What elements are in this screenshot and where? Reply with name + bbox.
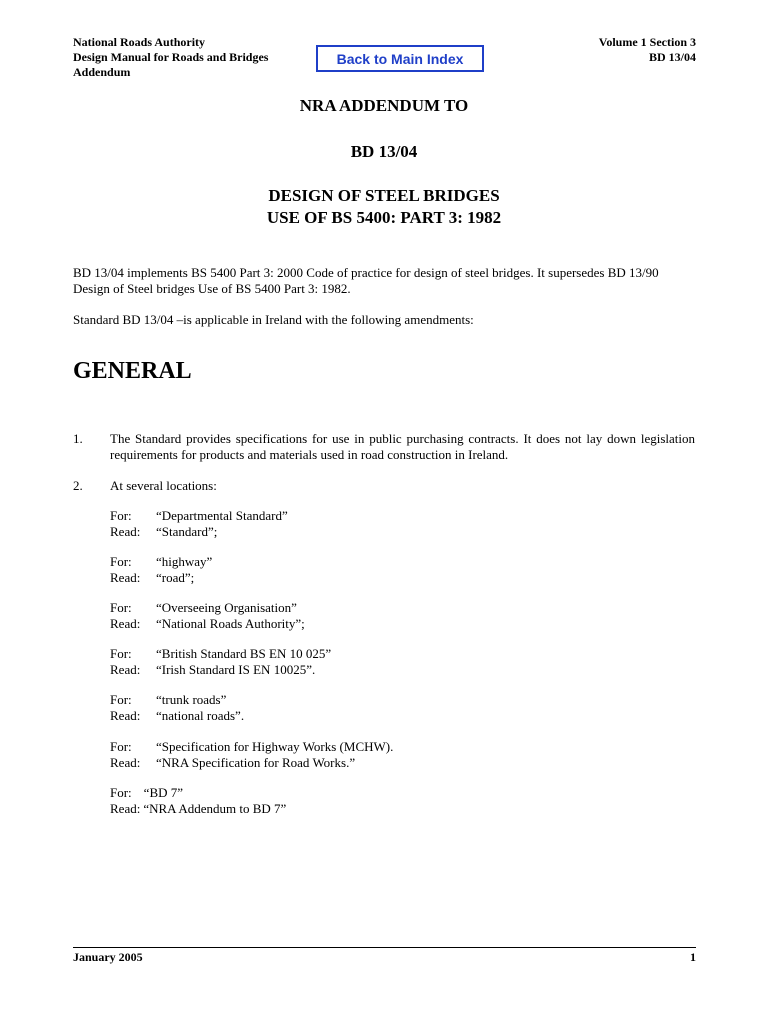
header-right bbox=[599, 35, 696, 65]
title-subject-line1: DESIGN OF STEEL BRIDGES bbox=[268, 186, 500, 205]
title-addendum: NRA ADDENDUM TO bbox=[299, 96, 469, 115]
read-label: Read: bbox=[110, 616, 141, 631]
footer-date: January 2005 bbox=[73, 950, 143, 964]
for-label: For: bbox=[110, 785, 132, 800]
for-text: “BD 7” bbox=[143, 785, 184, 800]
header-volume-section: Volume 1 Section 3 bbox=[598, 35, 696, 49]
header-org: National Roads Authority bbox=[73, 35, 206, 49]
title-subject bbox=[0, 185, 768, 229]
replacement-pair bbox=[110, 739, 393, 771]
title-subject-line2: USE OF BS 5400: PART 3: 1982 bbox=[266, 208, 502, 227]
replacement-pair bbox=[110, 600, 305, 632]
for-label: For: bbox=[110, 508, 132, 523]
replacement-pair bbox=[110, 508, 288, 540]
header-addendum: Addendum bbox=[73, 65, 131, 79]
for-text: “Overseeing Organisation” bbox=[156, 600, 297, 615]
intro-paragraph-1: BD 13/04 implements BS 5400 Part 3: 2000 Code of practice for design of steel bridges. It supersedes BD 13/90 Design of Steel bridges Use of BS 5400 Part 3: 1982. bbox=[73, 265, 659, 296]
for-text: “British Standard BS EN 10 025” bbox=[156, 646, 332, 661]
replacement-pair bbox=[110, 785, 286, 817]
read-text: “road”; bbox=[156, 570, 195, 585]
read-text: “NRA Addendum to BD 7” bbox=[143, 801, 287, 816]
for-label: For: bbox=[110, 646, 132, 661]
for-label: For: bbox=[110, 600, 132, 615]
header-doc-code: BD 13/04 bbox=[648, 50, 696, 64]
footer-divider bbox=[73, 947, 696, 948]
read-label: Read: bbox=[110, 570, 141, 585]
list-item-text: At several locations: bbox=[110, 478, 217, 493]
for-label: For: bbox=[110, 692, 132, 707]
list-item-text: The Standard provides specifications for use in public purchasing contracts. It does not lay down legislation requirements for products and materials used in road construction in Ireland. bbox=[110, 431, 695, 462]
read-text: “Irish Standard IS EN 10025”. bbox=[156, 662, 316, 677]
read-label: Read: bbox=[110, 662, 141, 677]
for-label: For: bbox=[110, 739, 132, 754]
intro-paragraph-2: Standard BD 13/04 –is applicable in Ireland with the following amendments: bbox=[73, 312, 474, 327]
section-heading: GENERAL bbox=[73, 358, 192, 384]
replacement-pair bbox=[110, 646, 331, 678]
read-label: Read: bbox=[110, 524, 141, 539]
for-text: “Specification for Highway Works (MCHW). bbox=[156, 739, 394, 754]
read-text: “national roads”. bbox=[156, 708, 245, 723]
header-manual: Design Manual for Roads and Bridges bbox=[73, 50, 269, 64]
read-label: Read: bbox=[110, 755, 141, 770]
read-text: “NRA Specification for Road Works.” bbox=[156, 755, 356, 770]
list-item-number: 1. bbox=[73, 431, 83, 446]
read-text: “Standard”; bbox=[156, 524, 218, 539]
title-code: BD 13/04 bbox=[350, 142, 418, 161]
for-label: For: bbox=[110, 554, 132, 569]
read-text: “National Roads Authority”; bbox=[156, 616, 305, 631]
header-left bbox=[73, 35, 268, 80]
page-number: 1 bbox=[690, 950, 696, 964]
back-to-main-index-button[interactable]: Back to Main Index bbox=[316, 45, 484, 72]
list-item-number: 2. bbox=[73, 478, 83, 493]
replacement-pair bbox=[110, 554, 212, 586]
for-text: “trunk roads” bbox=[156, 692, 227, 707]
read-label: Read: bbox=[110, 708, 141, 723]
for-text: “Departmental Standard” bbox=[156, 508, 288, 523]
replacement-pair bbox=[110, 692, 244, 724]
read-label: Read: bbox=[110, 801, 141, 816]
for-text: “highway” bbox=[156, 554, 213, 569]
